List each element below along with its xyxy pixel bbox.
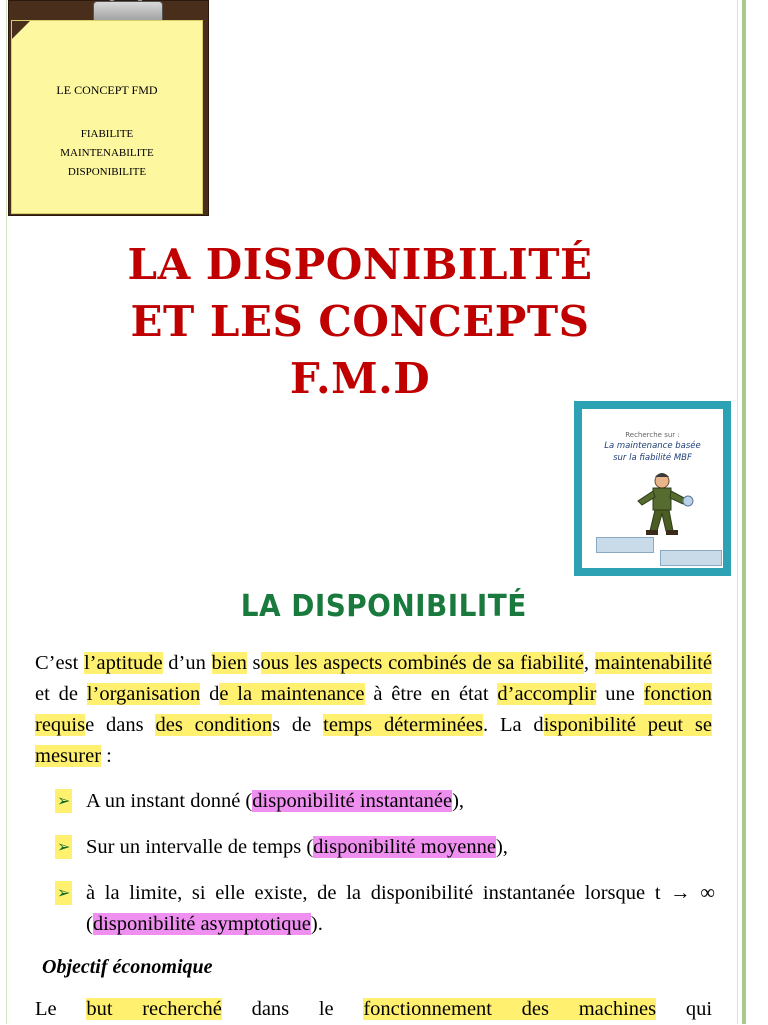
book-cover-image	[574, 401, 731, 576]
title-line-2: ET LES CONCEPTS	[130, 297, 590, 346]
text-run: . La d	[482, 714, 544, 736]
note-title: LE CONCEPT FMD	[56, 83, 158, 97]
highlight: d’accomplir	[497, 683, 597, 705]
text-run: à être en état	[364, 683, 498, 705]
arrow-bullet-icon: ➢	[55, 789, 72, 813]
text-run: Le	[35, 998, 87, 1020]
mechanic-figure-icon	[628, 471, 698, 539]
definition-paragraph	[35, 648, 712, 772]
text-run: à la limite, si elle existe, de la disponibilité instantanée lorsque t → ∞ (	[86, 882, 715, 935]
text-run: Sur un intervalle de temps (	[86, 836, 314, 858]
page-border-left	[6, 0, 7, 1024]
list-item	[55, 786, 715, 817]
text-run: ),	[495, 836, 508, 858]
text-run: C’est	[35, 652, 84, 674]
section-title-text: LA DISPONIBILITÉ	[241, 589, 527, 624]
text-run: et de	[35, 683, 87, 705]
continuation-line	[35, 994, 712, 1025]
highlight: fonction requis	[35, 683, 712, 736]
text-run: A un instant donné (	[86, 790, 253, 812]
text-run: s	[246, 652, 261, 674]
cover-title-line-2: sur la fiabilité MBF	[613, 453, 692, 463]
highlight: bien	[211, 652, 247, 674]
page-title	[90, 236, 630, 407]
highlight: e la maintenance	[219, 683, 365, 705]
highlight: isponibilité peut se mesurer	[35, 714, 713, 767]
highlight: fonctionnement des machines	[363, 998, 657, 1020]
text-run: d’un	[162, 652, 212, 674]
highlight: but recherché	[86, 998, 222, 1020]
text-run: dans le	[221, 998, 364, 1020]
highlight: l’organisation	[86, 683, 201, 705]
arrow-bullet-icon: ➢	[55, 881, 72, 905]
text-run: :	[101, 745, 112, 767]
cover-label-box	[660, 550, 722, 566]
text-run: ),	[452, 790, 465, 812]
list-item	[55, 878, 715, 940]
text-run: ).	[310, 913, 323, 935]
text-run: d	[200, 683, 220, 705]
note-line: DISPONIBILITE	[67, 166, 147, 178]
arrow-bullet-icon: ➢	[55, 835, 72, 859]
cover-page	[582, 409, 723, 568]
highlight: ous les aspects combinés de sa fiabilité	[260, 652, 584, 674]
highlight: temps déterminées	[323, 714, 483, 736]
highlight: l’aptitude	[83, 652, 163, 674]
note-fold	[12, 21, 30, 39]
cover-subtitle: Recherche sur :	[625, 431, 680, 439]
sticky-note	[11, 20, 203, 214]
note-line: FIABILITE	[80, 128, 134, 140]
objective-heading: Objectif économique	[42, 956, 213, 978]
title-line-3: F.M.D	[289, 354, 431, 403]
page-border-right	[742, 0, 746, 1024]
highlight: des condition	[155, 714, 273, 736]
bullet-list	[55, 786, 715, 955]
highlight: maintenabilité	[594, 652, 713, 674]
text-run: qui	[656, 998, 713, 1020]
cover-title	[582, 440, 723, 464]
list-item	[55, 832, 715, 863]
text-run: e dans	[85, 714, 156, 736]
section-title	[0, 589, 768, 624]
highlight: disponibilité moyenne	[313, 836, 496, 858]
cover-title-line-1: La maintenance basée	[604, 441, 701, 451]
note-line: MAINTENABILITE	[60, 147, 154, 159]
text-run: ,	[583, 652, 595, 674]
highlight: disponibilité instantanée	[252, 790, 453, 812]
text-run: s de	[272, 714, 324, 736]
text-run: une	[596, 683, 644, 705]
note-lines	[12, 125, 202, 182]
title-line-1: LA DISPONIBILITÉ	[127, 240, 593, 289]
page-border-right-thin	[737, 0, 738, 1024]
highlight: disponibilité asymptotique	[92, 913, 311, 935]
cover-label-box	[596, 537, 654, 553]
